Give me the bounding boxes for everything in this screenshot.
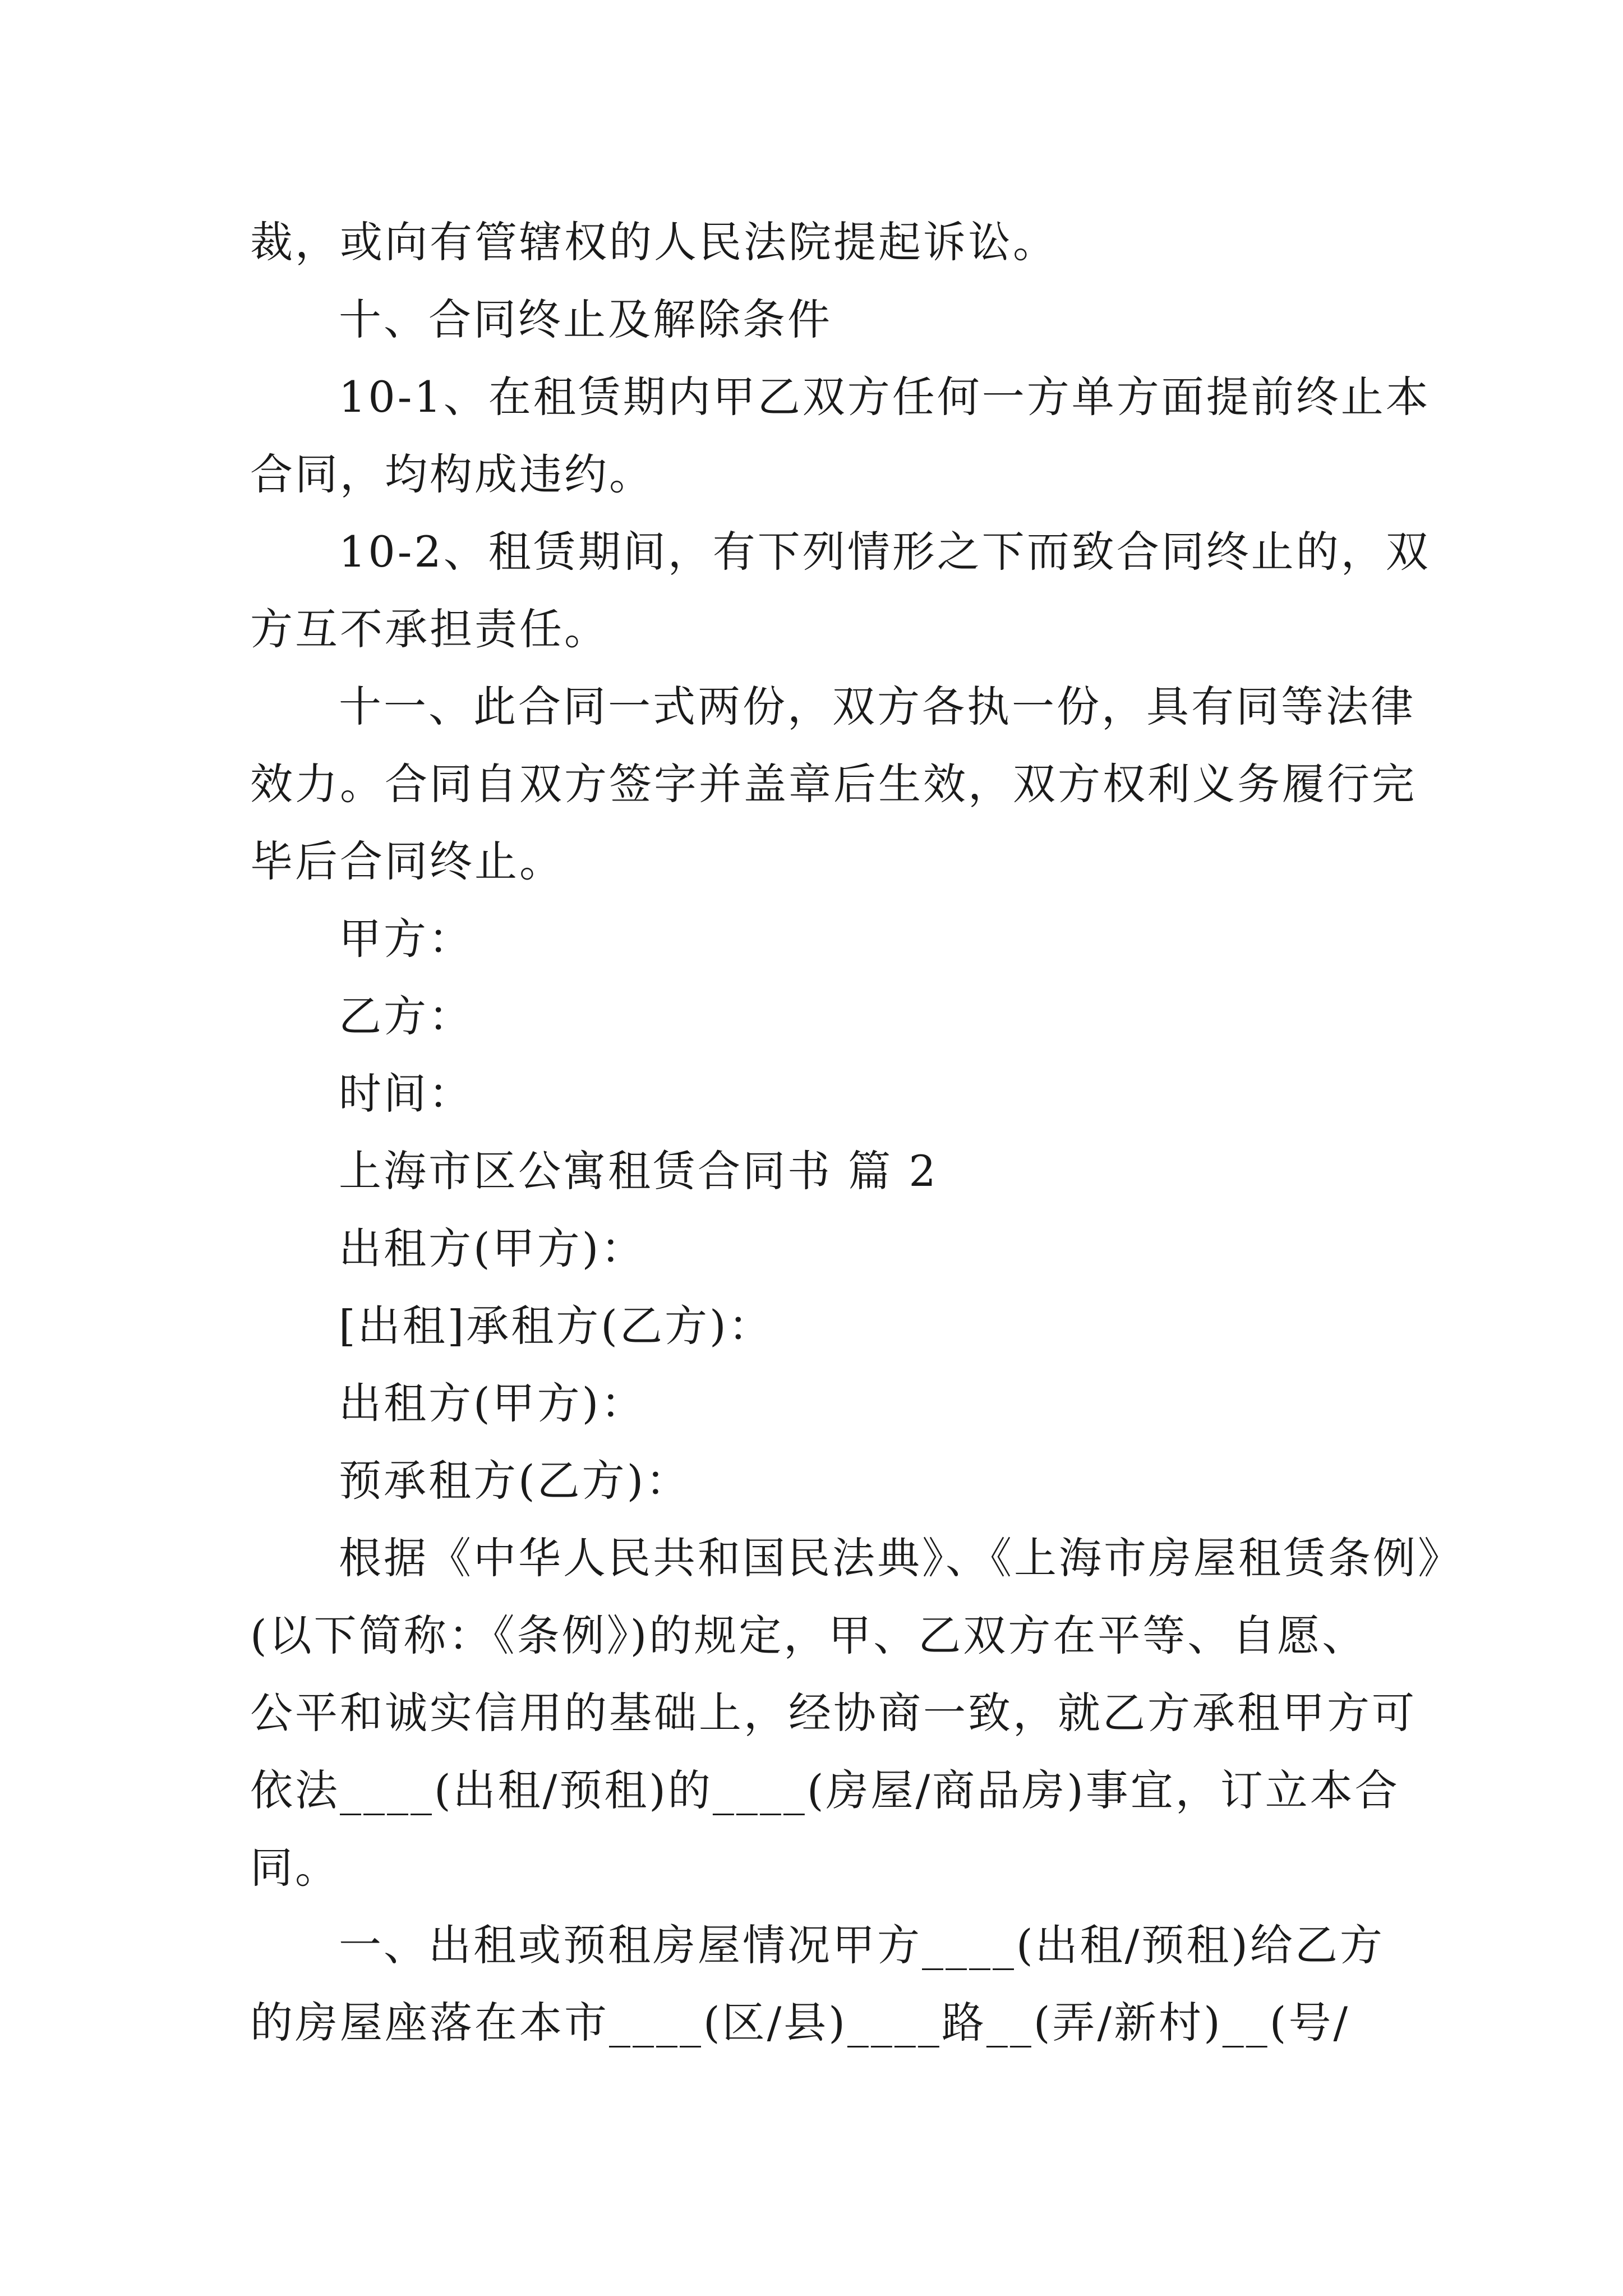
- party-a-label: 甲方：: [339, 914, 473, 964]
- text-line: 一、出租或预租房屋情况甲方____(出租/预租)给乙方: [339, 1920, 1385, 1970]
- date-label: 时间：: [339, 1069, 473, 1119]
- lessor-label: 出租方(甲方)：: [339, 1223, 646, 1273]
- text-line: 合同，均构成违约。: [250, 449, 654, 499]
- text-line: 10-2、租赁期间，有下列情形之下而致合同终止的，双: [339, 527, 1431, 577]
- lessor-label: 出租方(甲方)：: [339, 1378, 646, 1428]
- section-heading: 十、合同终止及解除条件: [339, 295, 832, 344]
- text-line: (以下简称：《条例》)的规定，甲、乙双方在平等、自愿、: [250, 1611, 1367, 1660]
- text-line: 依法____(出租/预租)的____(房屋/商品房)事宜，订立本合: [250, 1765, 1400, 1815]
- pre-lessee-label: 预承租方(乙方)：: [339, 1456, 691, 1506]
- text-line: 同。: [250, 1843, 340, 1893]
- text-line: 毕后合同终止。: [250, 836, 564, 886]
- text-line: 根据《中华人民共和国民法典》、《上海市房屋租赁条例》: [339, 1533, 1463, 1583]
- text-line: 10-1、在租赁期内甲乙双方任何一方单方面提前终止本: [339, 372, 1431, 422]
- document-title: 上海市区公寓租赁合同书 篇 2: [339, 1146, 938, 1196]
- text-line: 裁，或向有管辖权的人民法院提起诉讼。: [250, 217, 1058, 267]
- lessee-label: [出租]承租方(乙方)：: [339, 1301, 773, 1351]
- text-line: 十一、此合同一式两份，双方各执一份，具有同等法律: [339, 682, 1415, 731]
- text-line: 效力。合同自双方签字并盖章后生效，双方权利义务履行完: [250, 759, 1417, 809]
- text-line: 公平和诚实信用的基础上，经协商一致，就乙方承租甲方可: [250, 1688, 1417, 1738]
- text-line: 方互不承担责任。: [250, 604, 609, 654]
- text-line: 的房屋座落在本市____(区/县)____路__(弄/新村)__(号/: [250, 1998, 1350, 2047]
- party-b-label: 乙方：: [339, 991, 473, 1041]
